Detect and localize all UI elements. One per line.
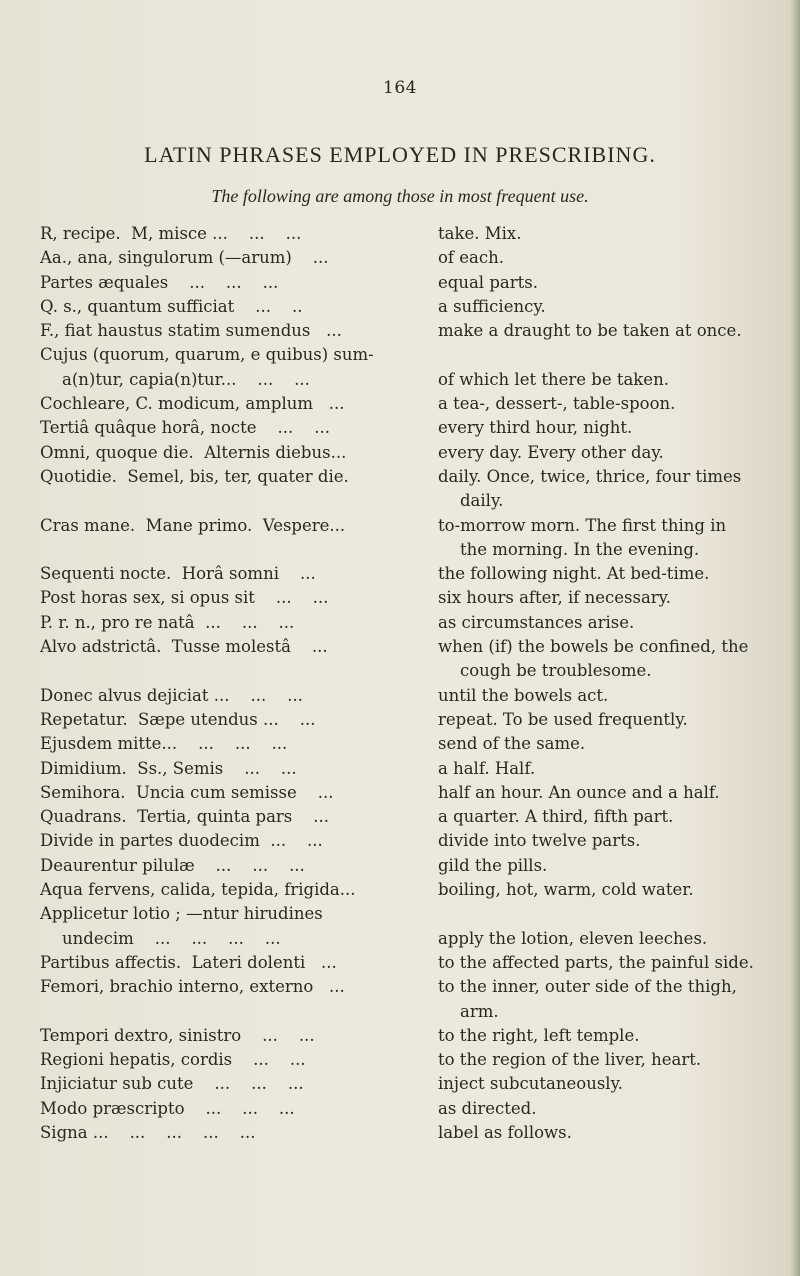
latin-phrase <box>40 757 438 781</box>
english-text: of each. <box>438 248 504 268</box>
phrase-row <box>40 514 780 563</box>
latin-text: Semihora. Uncia cum semisse ... <box>40 782 334 802</box>
english-text-continued: daily. <box>460 491 504 511</box>
latin-text: Partibus affectis. Lateri dolenti ... <box>40 952 337 972</box>
latin-text: Tempori dextro, sinistro ... ... <box>40 1025 315 1045</box>
latin-text: Partes æquales ... ... ... <box>40 272 279 292</box>
latin-text: Modo præscripto ... ... ... <box>40 1098 295 1118</box>
english-meaning <box>438 1024 780 1048</box>
english-text: the following night. At bed-time. <box>438 564 710 584</box>
phrase-row <box>40 246 780 270</box>
english-meaning <box>438 878 780 902</box>
english-text: six hours after, if necessary. <box>438 588 672 608</box>
latin-text: P. r. n., pro re natâ ... ... ... <box>40 612 295 632</box>
english-text: daily. Once, twice, thrice, four times <box>438 466 742 486</box>
latin-text: Tertiâ quâque horâ, nocte ... ... <box>40 418 330 438</box>
phrase-row <box>40 829 780 853</box>
phrase-row <box>40 611 780 635</box>
english-meaning <box>438 465 780 514</box>
page-title: LATIN PHRASES EMPLOYED IN PRESCRIBING. <box>144 142 656 167</box>
english-meaning <box>438 829 780 853</box>
latin-text: F., fiat haustus statim sumendus ... <box>40 321 342 341</box>
english-text: to the right, left temple. <box>438 1025 640 1045</box>
latin-phrase <box>40 781 438 805</box>
latin-text: Ejusdem mitte... ... ... ... <box>40 734 288 754</box>
latin-text: Alvo adstrictâ. Tusse molestâ ... <box>40 637 328 657</box>
english-text: to the affected parts, the painful side. <box>438 952 754 972</box>
english-text: make a draught to be taken at once. <box>438 321 742 341</box>
latin-phrase <box>40 1121 438 1145</box>
english-text: when (if) the bowels be confined, the <box>438 637 749 657</box>
english-meaning <box>438 781 780 805</box>
latin-phrase <box>40 1024 438 1048</box>
english-meaning <box>438 611 780 635</box>
phrase-row <box>40 319 780 343</box>
english-text: a sufficiency. <box>438 296 546 316</box>
english-meaning <box>438 222 780 246</box>
english-text: every day. Every other day. <box>438 442 664 462</box>
english-text: take. Mix. <box>438 224 522 243</box>
latin-phrase <box>40 805 438 829</box>
english-meaning <box>438 392 780 416</box>
latin-phrase <box>40 271 438 295</box>
latin-phrase <box>40 343 438 367</box>
english-meaning <box>438 732 780 756</box>
english-text: divide into twelve parts. <box>438 831 641 851</box>
latin-phrase <box>40 368 438 392</box>
latin-phrase <box>40 514 438 538</box>
latin-text: Injiciatur sub cute ... ... ... <box>40 1074 304 1094</box>
english-text-continued: cough be troublesome. <box>460 661 652 681</box>
latin-phrase <box>40 854 438 878</box>
latin-text: Deaurentur pilulæ ... ... ... <box>40 855 305 875</box>
english-meaning <box>438 514 780 563</box>
phrase-row <box>40 635 780 684</box>
english-text: of which let there be taken. <box>438 369 669 389</box>
latin-text: Divide in partes duodecim ... ... <box>40 831 323 851</box>
latin-text: Q. s., quantum sufficiat ... .. <box>40 296 303 316</box>
phrase-row <box>40 757 780 781</box>
english-text: label as follows. <box>438 1122 572 1142</box>
latin-phrase <box>40 586 438 610</box>
english-meaning <box>438 319 780 343</box>
latin-text: Aqua fervens, calida, tepida, frigida... <box>40 880 356 900</box>
latin-phrase <box>40 1048 438 1072</box>
phrase-row <box>40 392 780 416</box>
english-meaning <box>438 441 780 465</box>
english-meaning <box>438 368 780 392</box>
english-text: send of the same. <box>438 734 586 754</box>
english-text: a half. Half. <box>438 758 536 778</box>
latin-text: Femori, brachio interno, externo ... <box>40 977 345 997</box>
phrase-row <box>40 854 780 878</box>
latin-phrase <box>40 975 438 999</box>
latin-phrase <box>40 465 438 489</box>
latin-phrase <box>40 927 438 951</box>
phrase-row <box>40 684 780 708</box>
latin-phrase <box>40 441 438 465</box>
phrase-row <box>40 951 780 975</box>
latin-text: R, recipe. M, misce ... ... ... <box>40 224 302 243</box>
phrase-row <box>40 732 780 756</box>
latin-text: Repetatur. Sæpe utendus ... ... <box>40 709 316 729</box>
latin-phrase <box>40 902 438 926</box>
latin-phrase <box>40 295 438 319</box>
phrase-row <box>40 586 780 610</box>
english-meaning <box>438 684 780 708</box>
latin-text: Omni, quoque die. Alternis diebus... <box>40 442 347 462</box>
latin-phrase <box>40 732 438 756</box>
phrase-row <box>40 1072 780 1096</box>
latin-text: undecim ... ... ... ... <box>62 928 281 948</box>
latin-text: Quadrans. Tertia, quinta pars ... <box>40 807 329 827</box>
english-text: inject subcutaneously. <box>438 1074 623 1094</box>
latin-phrase <box>40 392 438 416</box>
english-text: to the region of the liver, heart. <box>438 1050 702 1070</box>
english-meaning <box>438 1072 780 1096</box>
english-text: a quarter. A third, fifth part. <box>438 807 674 827</box>
phrase-row <box>40 295 780 319</box>
english-meaning <box>438 1048 780 1072</box>
latin-text: Post horas sex, si opus sit ... ... <box>40 588 329 608</box>
latin-phrase <box>40 878 438 902</box>
english-meaning <box>438 975 780 1024</box>
english-meaning <box>438 586 780 610</box>
english-meaning <box>438 927 780 951</box>
english-text: a tea-, dessert-, table-spoon. <box>438 394 676 414</box>
phrase-row <box>40 416 780 440</box>
english-text: until the bowels act. <box>438 685 609 705</box>
english-text: half an hour. An ounce and a half. <box>438 782 720 802</box>
phrase-row <box>40 1024 780 1048</box>
latin-text: Sequenti nocte. Horâ somni ... <box>40 564 316 584</box>
latin-phrase <box>40 684 438 708</box>
english-text-continued: arm. <box>460 1001 499 1021</box>
english-meaning <box>438 295 780 319</box>
phrase-row <box>40 271 780 295</box>
latin-phrase <box>40 951 438 975</box>
latin-text: Cujus (quorum, quarum, e quibus) sum- <box>40 345 374 365</box>
latin-text: Cochleare, C. modicum, amplum ... <box>40 394 345 414</box>
phrase-row <box>40 343 780 367</box>
phrase-row <box>40 1048 780 1072</box>
page-number: 164 <box>383 78 417 98</box>
latin-phrase <box>40 708 438 732</box>
english-text: as directed. <box>438 1098 537 1118</box>
english-text-continued: the morning. In the evening. <box>460 539 700 559</box>
phrase-row <box>40 562 780 586</box>
phrase-row <box>40 975 780 1024</box>
english-text: to the inner, outer side of the thigh, <box>438 977 737 997</box>
english-meaning <box>438 805 780 829</box>
phrase-row <box>40 222 780 246</box>
english-text: gild the pills. <box>438 855 548 875</box>
english-meaning <box>438 635 780 684</box>
phrase-row <box>40 368 780 392</box>
english-text: repeat. To be used frequently. <box>438 709 688 729</box>
phrase-row <box>40 902 780 926</box>
page-subtitle: The following are among those in most frequent use. <box>211 186 589 206</box>
phrase-row <box>40 441 780 465</box>
latin-phrase <box>40 222 438 246</box>
english-text: boiling, hot, warm, cold water. <box>438 880 694 900</box>
latin-text: Signa ... ... ... ... ... <box>40 1122 256 1142</box>
english-meaning <box>438 562 780 586</box>
english-text: as circumstances arise. <box>438 612 635 632</box>
english-text: to-morrow morn. The first thing in <box>438 515 727 535</box>
latin-phrase <box>40 416 438 440</box>
latin-text: Aa., ana, singulorum (—arum) ... <box>40 248 329 268</box>
english-text: equal parts. <box>438 272 538 292</box>
latin-phrase <box>40 1072 438 1096</box>
latin-text: Donec alvus dejiciat ... ... ... <box>40 685 303 705</box>
phrase-row <box>40 465 780 514</box>
english-meaning <box>438 757 780 781</box>
latin-text: a(n)tur, capia(n)tur... ... ... <box>62 369 310 389</box>
phrase-row <box>40 878 780 902</box>
latin-phrase <box>40 562 438 586</box>
latin-phrase <box>40 1097 438 1121</box>
english-text: apply the lotion, eleven leeches. <box>438 928 708 948</box>
english-meaning <box>438 271 780 295</box>
latin-text: Regioni hepatis, cordis ... ... <box>40 1050 306 1070</box>
phrase-row <box>40 1121 780 1145</box>
english-text: every third hour, night. <box>438 418 633 438</box>
latin-text: Applicetur lotio ; —ntur hirudines <box>40 904 323 924</box>
latin-text: Cras mane. Mane primo. Vespere... <box>40 515 346 535</box>
latin-phrase <box>40 829 438 853</box>
latin-text: Quotidie. Semel, bis, ter, quater die. <box>40 466 349 486</box>
page-edge-shadow <box>790 0 800 1276</box>
english-meaning <box>438 416 780 440</box>
phrase-row <box>40 1097 780 1121</box>
phrase-row <box>40 781 780 805</box>
phrase-row <box>40 927 780 951</box>
latin-text: Dimidium. Ss., Semis ... ... <box>40 758 297 778</box>
english-meaning <box>438 854 780 878</box>
english-meaning <box>438 1097 780 1121</box>
english-meaning <box>438 951 780 975</box>
english-meaning <box>438 246 780 270</box>
latin-phrase <box>40 246 438 270</box>
latin-phrase <box>40 635 438 659</box>
latin-phrase <box>40 319 438 343</box>
phrase-list <box>40 222 780 1145</box>
phrase-row <box>40 708 780 732</box>
phrase-row <box>40 805 780 829</box>
english-meaning <box>438 1121 780 1145</box>
english-meaning <box>438 708 780 732</box>
latin-phrase <box>40 611 438 635</box>
